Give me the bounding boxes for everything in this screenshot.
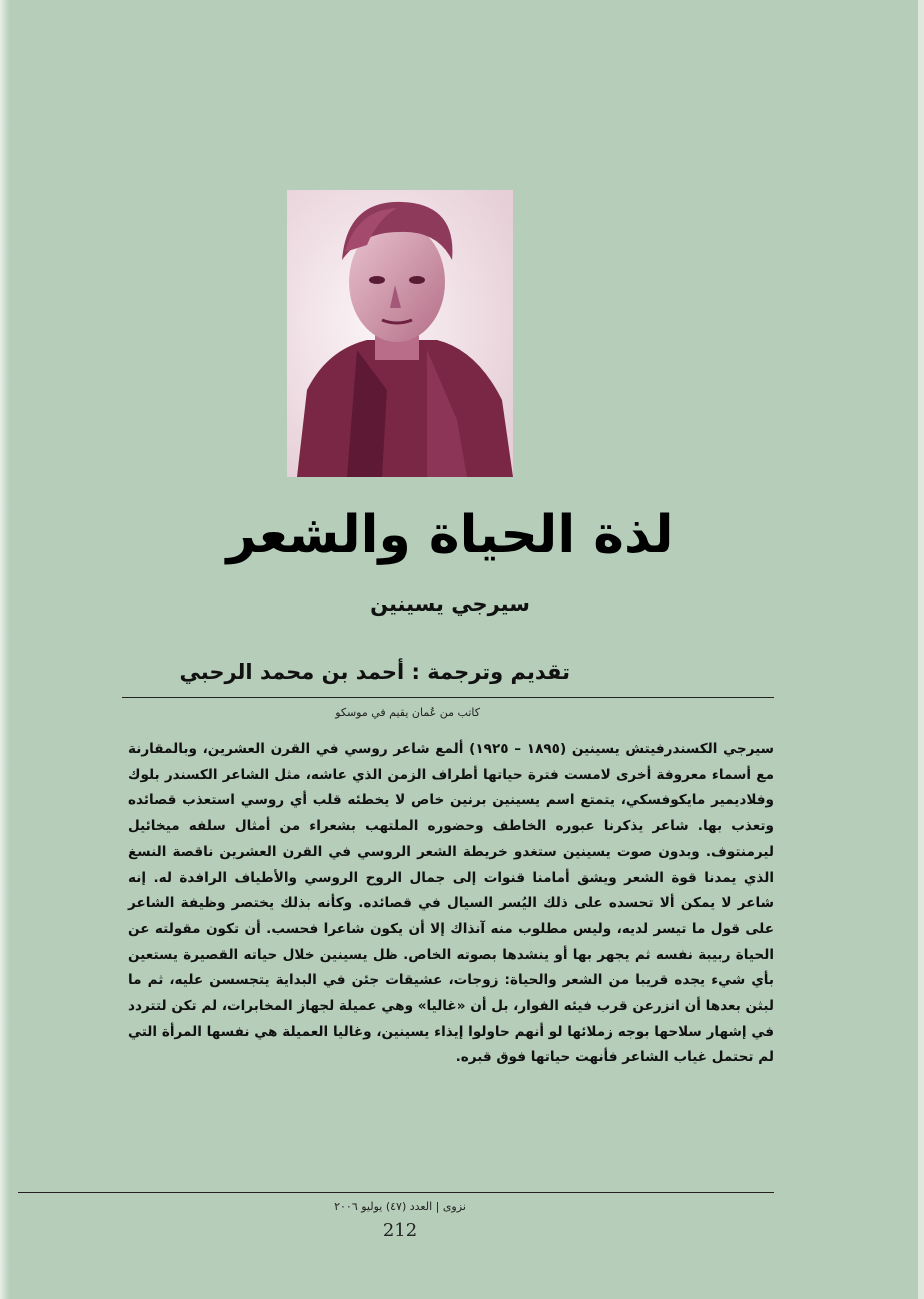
translator-note: كاتب من عُمان يقيم في موسكو bbox=[335, 706, 480, 719]
issue-info: نزوى | العدد (٤٧) يوليو ٢٠٠٦ bbox=[334, 1200, 466, 1213]
author-name: سيرجي يسينين bbox=[370, 592, 530, 616]
author-portrait bbox=[287, 190, 513, 477]
translator-line: تقديم وترجمة : أحمد بن محمد الرحبي bbox=[179, 660, 570, 684]
page-number: 212 bbox=[382, 1220, 418, 1241]
page-right-edge bbox=[918, 0, 924, 1299]
article-body: سيرجي الكسندرفيتش يسينين (١٨٩٥ – ١٩٢٥) ألمع شاعر روسي في القرن العشرين، وبالمقارنة مع أسماء معروفة أخرى لامست فترة حياتها أطراف الزمن الذي عاشه، مثل الشاعر الكسندر بلوك وفلاديمير مايكوفسكي، يتمتع اسم يسينين برنين خاص لا يخطئه قلب أي روسي استعذب قصائده وتعذب بها. شاعر يذكرنا عبوره الخاطف وحضوره الملتهب بشعراء من أمثال سلفه ميخائيل ليرمنتوف. وبدون صوت يسينين ستغدو خريطة الشعر الروسي في القرن العشرين ناقصة النسغ الذي يمدنا قوة الشعر ويشق أمامنا قنوات إلى جمال الروح الروسي والأطياف الرافدة له. إنه شاعر لا يمكن ألا تحسده على ذلك اليُسر السيال في قصائده. وكأنه بذلك يختصر وظيفة الشاعر على قول ما تيسر لديه، وليس مطلوب منه آنذاك إلا أن يكون شاعرا فحسب. أن تكون مقولته عن الحياة ربيبة نفسه ثم يجهر بها أو ينشدها بصوته الخاص. ظل يسينين خلال حياته القصيرة يستعين بأي شيء يجده قريبا من الشعر والحياة: زوجات، عشيقات جئن في البداية يتجسسن عليه، ثم ما لبثن بعدها أن انزرعن قرب فيئه الفوار، بل أن «غاليا» وهي عميلة لجهاز المخابرات، لم تكن لتتردد في إشهار سلاحها بوجه زملائها لو أنهم حاولوا إيذاء يسينين، وغاليا العميلة هي نفسها المرأة التي لم تحتمل غياب الشاعر فأنهت حياتها فوق قبره. bbox=[128, 741, 774, 1066]
footer-divider bbox=[18, 1192, 774, 1193]
article-title: لذة الحياة والشعر bbox=[226, 505, 674, 565]
page-left-edge bbox=[0, 0, 10, 1299]
header-divider bbox=[122, 697, 774, 698]
